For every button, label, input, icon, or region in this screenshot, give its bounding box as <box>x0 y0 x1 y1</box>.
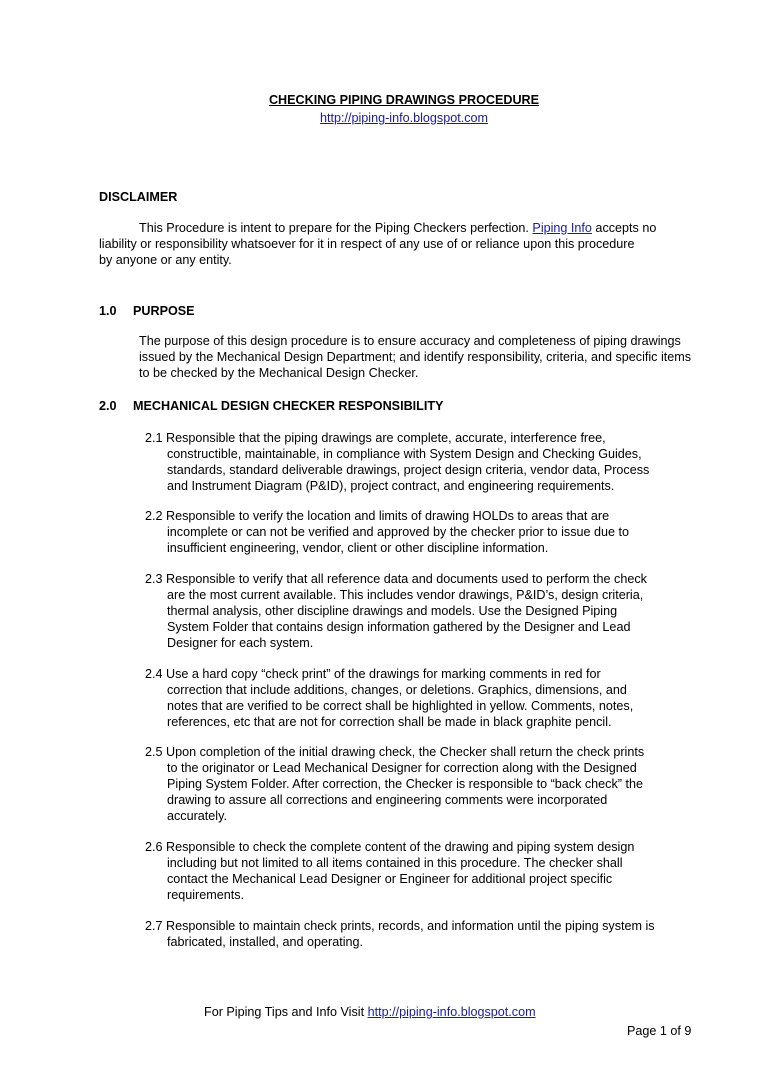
responsibility-item-2-2 <box>145 508 629 556</box>
item-first-line: 2.7 Responsible to maintain check prints, records, and information until the piping system is <box>145 919 655 933</box>
item-line: Piping System Folder. After correction, the Checker is responsible to “back check” the <box>167 777 643 791</box>
responsibility-item-2-4 <box>145 666 633 730</box>
disclaimer-paragraph <box>99 220 656 268</box>
item-line: to the originator or Lead Mechanical Designer for correction along with the Designed <box>167 761 637 775</box>
item-line: insufficient engineering, vendor, client or other discipline information. <box>167 541 549 555</box>
section-title: MECHANICAL DESIGN CHECKER RESPONSIBILITY <box>133 399 444 413</box>
item-line: thermal analysis, other discipline drawings and models. Use the Designed Piping <box>167 604 618 618</box>
responsibility-heading <box>99 398 443 414</box>
header-url-line <box>0 110 768 126</box>
item-line: and Instrument Diagram (P&ID), project contract, and engineering requirements. <box>167 479 615 493</box>
item-line: are the most current available. This includes vendor drawings, P&ID’s, design criteria, <box>167 588 644 602</box>
item-first-line: 2.5 Upon completion of the initial drawing check, the Checker shall return the check prints <box>145 745 645 759</box>
item-line: correction that include additions, changes, or deletions. Graphics, dimensions, and <box>167 683 627 697</box>
disclaimer-text: This Procedure is intent to prepare for the Piping Checkers perfection. <box>139 221 533 235</box>
section-number: 2.0 <box>99 399 117 413</box>
page-number: Page 1 of 9 <box>627 1024 692 1038</box>
item-line: drawing to assure all corrections and engineering comments were incorporated <box>167 793 608 807</box>
item-first-line: 2.1 Responsible that the piping drawings are complete, accurate, interference free, <box>145 431 606 445</box>
purpose-line: The purpose of this design procedure is to ensure accuracy and completeness of piping drawings <box>139 334 681 348</box>
disclaimer-heading: DISCLAIMER <box>99 190 178 204</box>
footer-text: For Piping Tips and Info Visit <box>204 1005 368 1019</box>
responsibility-item-2-7 <box>145 918 655 950</box>
item-line: standards, standard deliverable drawings, project design criteria, vendor data, Process <box>167 463 650 477</box>
item-line: Designer for each system. <box>167 636 314 650</box>
disclaimer-line <box>99 220 656 236</box>
item-line: fabricated, installed, and operating. <box>167 935 364 949</box>
section-number: 1.0 <box>99 304 117 318</box>
section-title: PURPOSE <box>133 304 195 318</box>
item-line: requirements. <box>167 888 244 902</box>
footer-line <box>204 1004 536 1020</box>
item-first-line: 2.6 Responsible to check the complete content of the drawing and piping system design <box>145 840 635 854</box>
header-url-link[interactable]: http://piping-info.blogspot.com <box>319 111 489 125</box>
item-line: references, etc that are not for correction shall be made in black graphite pencil. <box>167 715 612 729</box>
item-line: notes that are verified to be correct shall be highlighted in yellow. Comments, notes, <box>167 699 634 713</box>
purpose-line: issued by the Mechanical Design Department; and identify responsibility, criteria, and specific items <box>139 350 692 364</box>
responsibility-item-2-6 <box>145 839 634 903</box>
footer-url-link[interactable]: http://piping-info.blogspot.com <box>367 1005 536 1019</box>
disclaimer-line: by anyone or any entity. <box>99 253 232 267</box>
item-line: including but not limited to all items contained in this procedure. The checker shall <box>167 856 623 870</box>
item-first-line: 2.3 Responsible to verify that all reference data and documents used to perform the check <box>145 572 647 586</box>
item-first-line: 2.2 Responsible to verify the location and limits of drawing HOLDs to areas that are <box>145 509 610 523</box>
item-first-line: 2.4 Use a hard copy “check print” of the drawings for marking comments in red for <box>145 667 601 681</box>
disclaimer-text: accepts no <box>591 221 657 235</box>
item-line: System Folder that contains design information gathered by the Designer and Lead <box>167 620 631 634</box>
disclaimer-line: liability or responsibility whatsoever for it in respect of any use of or reliance upon this procedure <box>99 237 635 251</box>
purpose-line: to be checked by the Mechanical Design Checker. <box>139 366 419 380</box>
purpose-paragraph <box>139 333 691 381</box>
item-line: constructible, maintainable, in compliance with System Design and Checking Guides, <box>167 447 642 461</box>
responsibility-item-2-1 <box>145 430 649 494</box>
item-line: accurately. <box>167 809 227 823</box>
piping-info-link[interactable]: Piping Info <box>532 221 592 235</box>
purpose-heading <box>99 303 195 319</box>
item-line: contact the Mechanical Lead Designer or Engineer for additional project specific <box>167 872 613 886</box>
responsibility-item-2-3 <box>145 571 647 651</box>
item-line: incomplete or can not be verified and approved by the checker prior to issue due to <box>167 525 630 539</box>
responsibility-item-2-5 <box>145 744 644 824</box>
document-title: CHECKING PIPING DRAWINGS PROCEDURE <box>268 93 540 107</box>
